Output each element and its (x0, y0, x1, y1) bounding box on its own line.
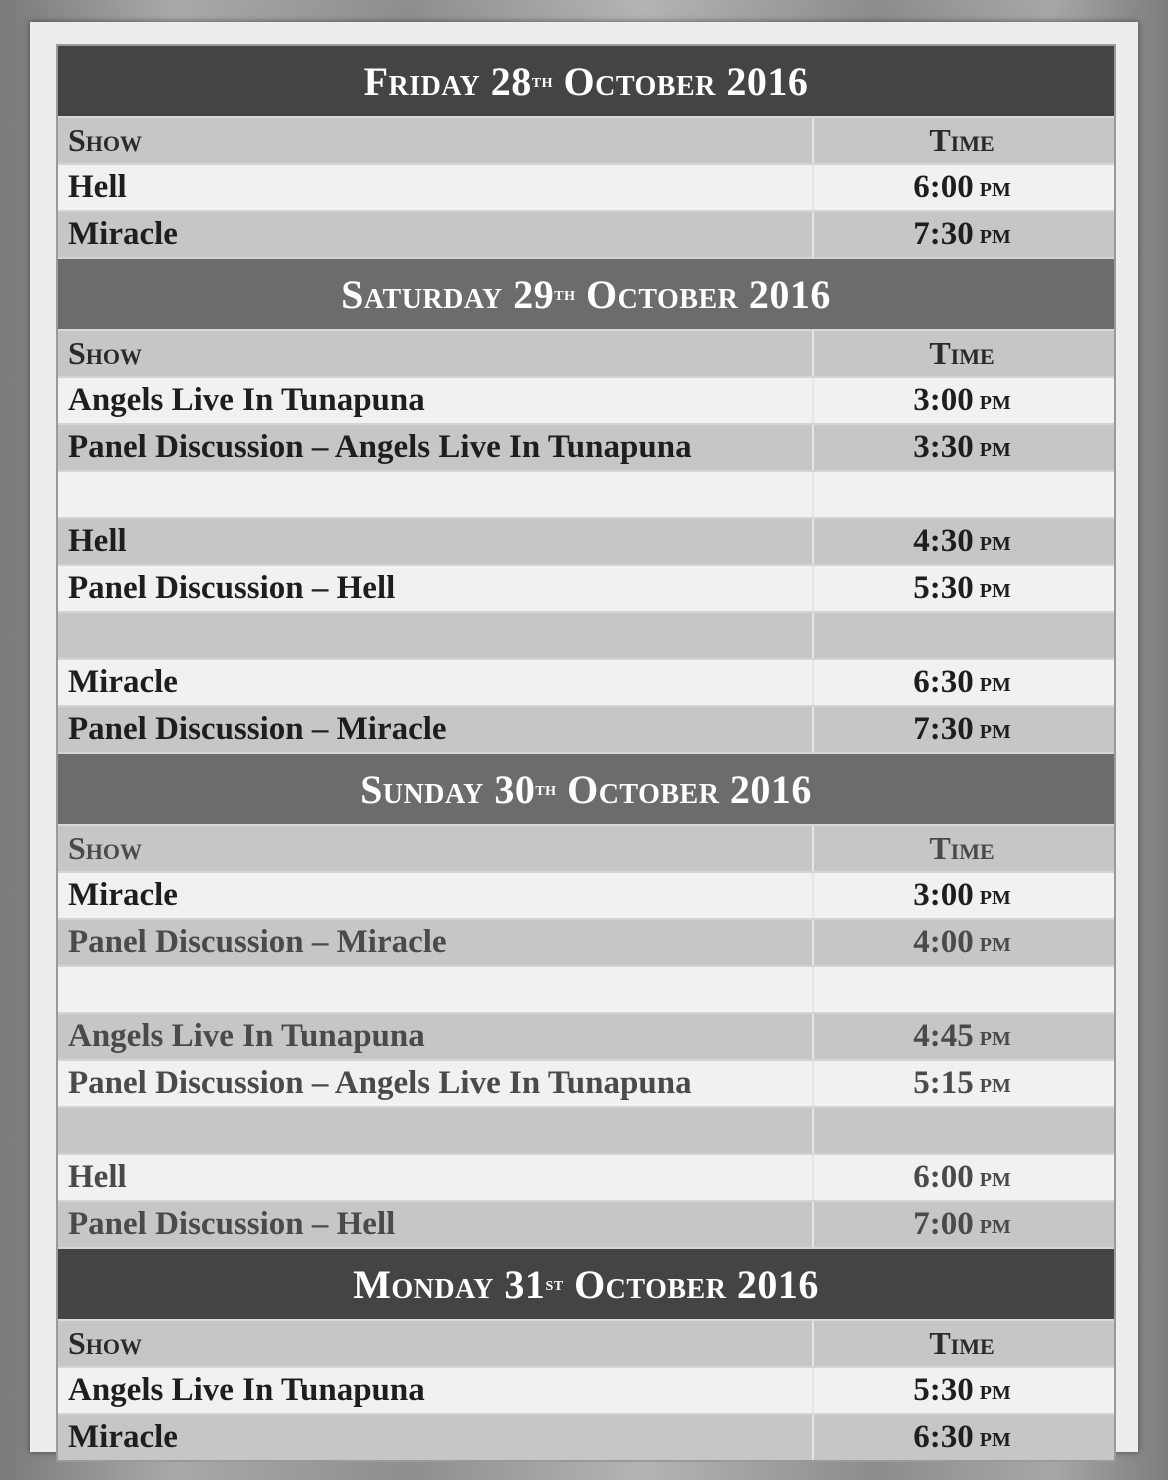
time-period: pm (979, 171, 1011, 203)
show-cell (58, 472, 814, 517)
time-value: 7:30 (913, 711, 974, 747)
show-cell: Angels Live In Tunapuna (58, 1368, 814, 1413)
time-value: 6:30 (913, 1419, 974, 1455)
time-column-header: Time (929, 1325, 995, 1361)
time-cell (814, 613, 1114, 658)
show-column-header: Show (58, 826, 814, 871)
show-cell: Panel Discussion – Hell (58, 1202, 814, 1247)
show-cell: Panel Discussion – Angels Live In Tunapuna (58, 425, 814, 470)
table-row (58, 920, 1114, 967)
day-header-saturday: Saturday 29 th October 2016 (58, 259, 1114, 331)
time-cell (814, 566, 1114, 611)
time-period: pm (979, 1067, 1011, 1099)
time-period: pm (979, 1020, 1011, 1052)
column-header-row (58, 118, 1114, 165)
time-cell (814, 920, 1114, 965)
time-period: pm (979, 218, 1011, 250)
table-row (58, 1202, 1114, 1249)
table-row (58, 1061, 1114, 1108)
show-cell: Miracle (58, 660, 814, 705)
time-cell (814, 707, 1114, 752)
table-row (58, 165, 1114, 212)
table-row (58, 378, 1114, 425)
time-cell (814, 165, 1114, 210)
time-value: 3:00 (913, 877, 974, 913)
time-column-header: Time (929, 335, 995, 371)
time-cell (814, 967, 1114, 1012)
time-period: pm (979, 1374, 1011, 1406)
time-cell (814, 1415, 1114, 1460)
day-title-main: Friday 28 (363, 58, 532, 104)
time-value: 4:30 (913, 523, 974, 559)
time-value: 7:00 (913, 1206, 974, 1242)
table-row-empty (58, 472, 1114, 519)
day-header-sunday: Sunday 30 th October 2016 (58, 754, 1114, 826)
table-row (58, 873, 1114, 920)
time-cell (814, 212, 1114, 257)
table-row (58, 1368, 1114, 1415)
table-row (58, 425, 1114, 472)
show-cell (58, 967, 814, 1012)
time-column-header: Time (929, 122, 995, 158)
day-title-main: Monday 31 (353, 1261, 546, 1307)
show-cell: Panel Discussion – Miracle (58, 920, 814, 965)
show-cell: Angels Live In Tunapuna (58, 1014, 814, 1059)
time-value: 5:30 (913, 570, 974, 606)
table-row-empty (58, 613, 1114, 660)
column-header-row (58, 331, 1114, 378)
time-value: 6:30 (913, 664, 974, 700)
time-period: pm (979, 431, 1011, 463)
time-value: 3:00 (913, 382, 974, 418)
show-cell: Miracle (58, 1415, 814, 1460)
column-header-row (58, 1321, 1114, 1368)
time-cell (814, 425, 1114, 470)
table-row (58, 707, 1114, 754)
show-cell: Miracle (58, 212, 814, 257)
time-cell (814, 1368, 1114, 1413)
show-cell (58, 1108, 814, 1153)
time-period: pm (979, 572, 1011, 604)
day-title-main: Saturday 29 (341, 271, 555, 317)
table-row (58, 212, 1114, 259)
table-row (58, 1155, 1114, 1202)
time-value: 5:30 (913, 1372, 974, 1408)
show-column-header: Show (58, 1321, 814, 1366)
time-cell (814, 873, 1114, 918)
time-period: pm (979, 713, 1011, 745)
table-row-empty (58, 967, 1114, 1014)
time-cell (814, 660, 1114, 705)
time-cell (814, 472, 1114, 517)
day-title-rest: October 2016 (574, 1261, 819, 1307)
time-cell (814, 378, 1114, 423)
column-header-row (58, 826, 1114, 873)
show-column-header: Show (58, 118, 814, 163)
day-title-rest: October 2016 (563, 58, 809, 104)
time-column-header: Time (929, 830, 995, 866)
table-row (58, 1415, 1114, 1460)
time-value: 6:00 (913, 1159, 974, 1195)
table-row-empty (58, 1108, 1114, 1155)
time-value: 3:30 (913, 429, 974, 465)
day-header-monday: Monday 31 st October 2016 (58, 1249, 1114, 1321)
time-period: pm (979, 926, 1011, 958)
table-row (58, 519, 1114, 566)
day-title-main: Sunday 30 (360, 766, 536, 812)
time-cell (814, 519, 1114, 564)
show-cell: Miracle (58, 873, 814, 918)
time-period: pm (979, 384, 1011, 416)
show-column-header: Show (58, 331, 814, 376)
time-value: 4:00 (913, 924, 974, 960)
time-period: pm (979, 1421, 1011, 1453)
time-cell (814, 1202, 1114, 1247)
time-value: 7:30 (913, 216, 974, 252)
show-cell: Hell (58, 519, 814, 564)
time-value: 4:45 (913, 1018, 974, 1054)
show-cell: Panel Discussion – Angels Live In Tunapuna (58, 1061, 814, 1106)
show-cell: Angels Live In Tunapuna (58, 378, 814, 423)
time-cell (814, 1108, 1114, 1153)
time-period: pm (979, 879, 1011, 911)
time-period: pm (979, 525, 1011, 557)
show-cell: Hell (58, 1155, 814, 1200)
time-period: pm (979, 1161, 1011, 1193)
day-title-rest: October 2016 (585, 271, 831, 317)
day-title-rest: October 2016 (567, 766, 812, 812)
show-cell: Panel Discussion – Hell (58, 566, 814, 611)
time-period: pm (979, 1208, 1011, 1240)
schedule-frame (30, 22, 1138, 1455)
time-cell (814, 1014, 1114, 1059)
time-value: 5:15 (913, 1065, 974, 1101)
show-cell: Hell (58, 165, 814, 210)
time-period: pm (979, 666, 1011, 698)
schedule-table (56, 44, 1116, 1462)
show-cell (58, 613, 814, 658)
time-cell (814, 1155, 1114, 1200)
table-row (58, 566, 1114, 613)
show-cell: Panel Discussion – Miracle (58, 707, 814, 752)
time-cell (814, 1061, 1114, 1106)
time-value: 6:00 (913, 169, 974, 205)
table-row (58, 660, 1114, 707)
table-row (58, 1014, 1114, 1061)
day-header-friday: Friday 28 th October 2016 (58, 46, 1114, 118)
